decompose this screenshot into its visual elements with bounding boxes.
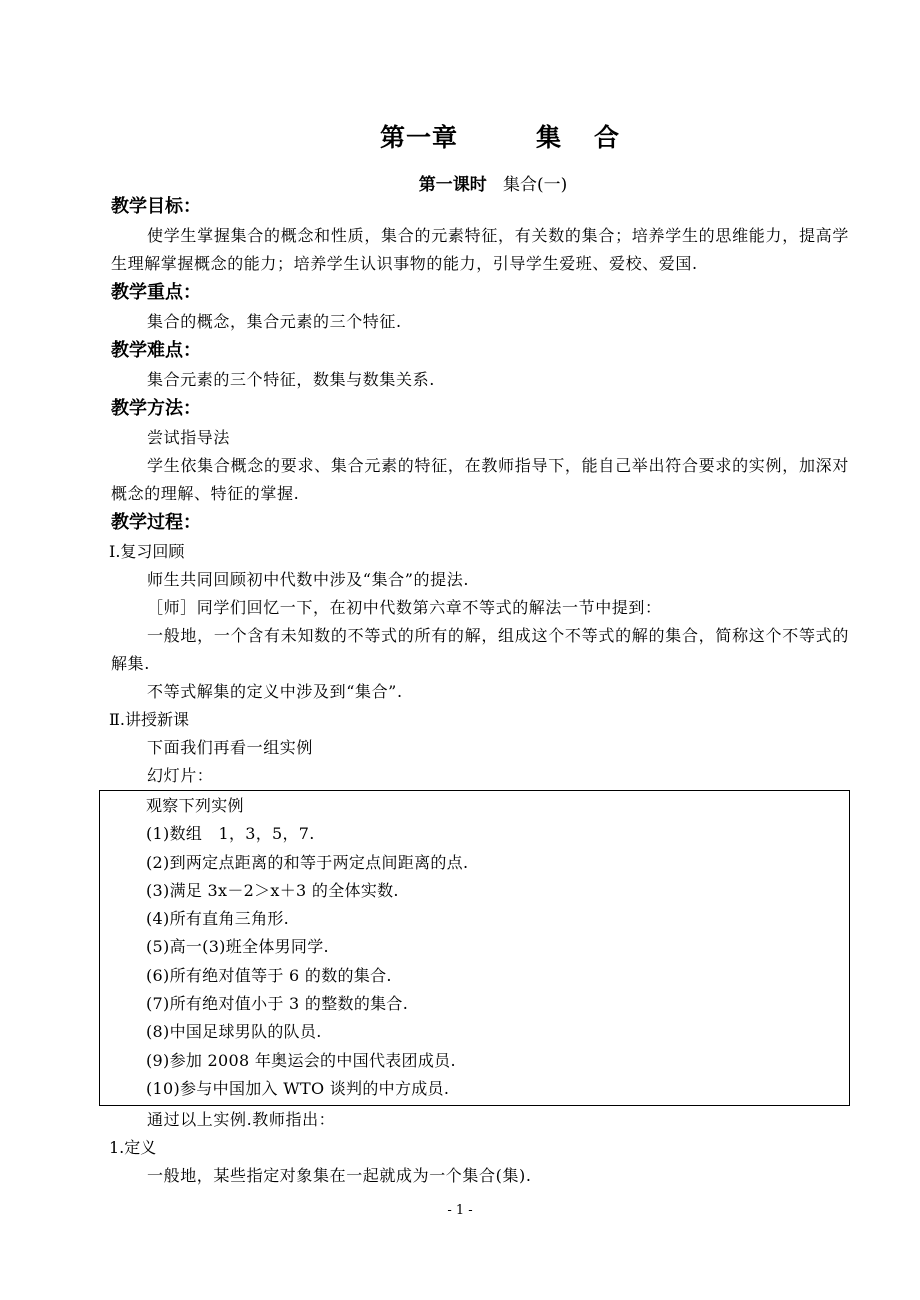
slide-item: (8)中国足球男队的队员. [146,1022,322,1042]
method-text-1: 尝试指导法 [147,428,231,447]
chapter-title [0,118,920,154]
title-word-2: 合 [594,123,621,152]
after-paragraph: 通过以上实例.教师指出： [147,1110,336,1130]
document-body [111,192,849,1190]
lesson-name: 集合(一) [502,175,568,195]
slide-item: (1)数组 1，3，5，7. [146,824,315,844]
process-heading: 教学过程： [111,512,201,533]
slide-item: (2)到两定点距离的和等于两定点间距离的点. [146,852,469,872]
review-paragraph-2: ［师］同学们回忆一下，在初中代数第六章不等式的解法一节中提到： [147,598,662,617]
method-text-2: 学生依集合概念的要求、集合元素的特征，在教师指导下，能自己举出符合要求的实例，加深对概念的理解、特征的掌握. [111,456,849,503]
new-lesson-paragraph-1: 下面我们再看一组实例 [147,738,314,757]
title-word-1: 集 [535,123,562,152]
definition-text: 一般地，某些指定对象集在一起就成为一个集合(集). [147,1166,532,1186]
review-paragraph-1: 师生共同回顾初中代数中涉及“集合”的提法. [147,570,470,589]
slide-intro: 观察下列实例 [146,796,244,815]
key-heading: 教学重点： [111,282,201,303]
review-heading: Ⅰ.复习回顾 [109,542,185,561]
review-paragraph-4: 不等式解集的定义中涉及到“集合”. [147,682,403,701]
review-paragraph-3: 一般地，一个含有未知数的不等式的所有的解，组成这个不等式的解的集合，简称这个不等式的解集. [111,626,849,673]
slide-item: (5)高一(3)班全体男同学. [146,937,329,957]
goals-text: 使学生掌握集合的概念和性质，集合的元素特征，有关数的集合；培养学生的思维能力，提高学生理解掌握概念的能力；培养学生认识事物的能力，引导学生爱班、爱校、爱国. [111,226,849,273]
chapter-label: 第一章 [379,123,458,152]
new-lesson-heading: Ⅱ.讲授新课 [109,710,189,729]
page-number: - 1 - [447,1203,473,1218]
slide-item: (7)所有绝对值小于 3 的整数的集合. [146,994,409,1014]
difficult-heading: 教学难点： [111,340,201,361]
key-text: 集合的概念，集合元素的三个特征. [147,312,402,331]
slide-item: (10)参与中国加入 WTO 谈判的中方成员. [146,1078,450,1098]
slide-box [99,790,850,1106]
method-heading: 教学方法： [111,398,201,419]
slide-item: (4)所有直角三角形. [146,909,290,929]
goals-heading: 教学目标： [111,196,201,217]
slide-item: (3)满足 3x－2＞x＋3 的全体实数. [146,880,399,900]
difficult-text: 集合元素的三个特征，数集与数集关系. [147,370,435,389]
slide-item: (9)参加 2008 年奥运会的中国代表团成员. [146,1050,456,1070]
definition-heading: 1.定义 [109,1138,157,1158]
lesson-label: 第一课时 [418,175,487,195]
new-lesson-paragraph-2: 幻灯片： [147,766,214,785]
slide-item: (6)所有绝对值等于 6 的数的集合. [146,965,392,985]
